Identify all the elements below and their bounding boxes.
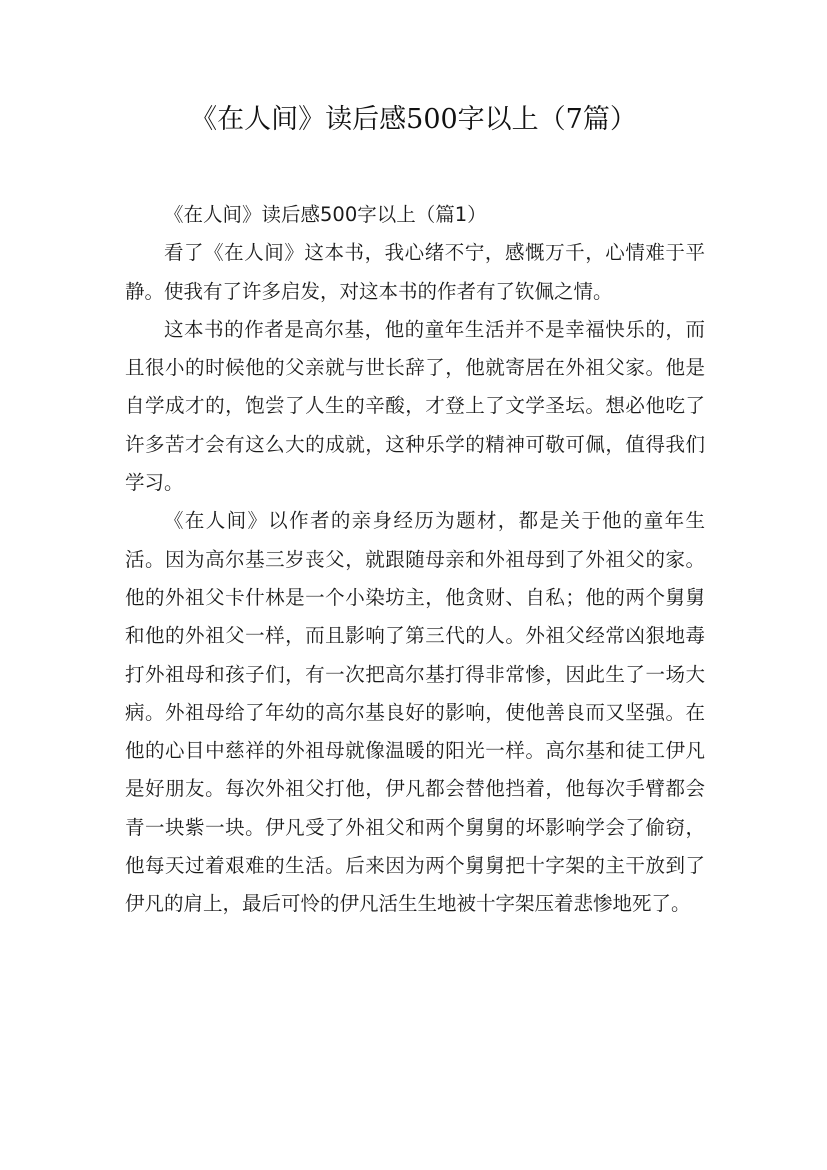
section-heading: 《在人间》读后感500字以上（篇1） [164,203,487,226]
paragraph: 看了《在人间》这本书，我心绪不宁，感慨万千，心情难于平静。使我有了许多启发，对这本书的作者有了钦佩之情。 [125,241,705,303]
document-body [125,196,705,924]
paragraph: 《在人间》以作者的亲身经历为题材，都是关于他的童年生活。因为高尔基三岁丧父，就跟随母亲和外祖母到了外祖父的家。他的外祖父卡什林是一个小染坊主，他贪财、自私；他的两个舅舅和他的外祖父一样，而且影响了第三代的人。外祖父经常凶狠地毒打外祖母和孩子们，有一次把高尔基打得非常惨，因此生了一场大病。外祖母给了年幼的高尔基良好的影响，使他善良而又坚强。在他的心目中慈祥的外祖母就像温暖的阳光一样。高尔基和徒工伊凡是好朋友。每次外祖父打他，伊凡都会替他挡着，他每次手臂都会青一块紫一块。伊凡受了外祖父和两个舅舅的坏影响学会了偷窃，他每天过着艰难的生活。后来因为两个舅舅把十字架的主干放到了伊凡的肩上，最后可怜的伊凡活生生地被十字架压着悲惨地死了。 [125,509,705,916]
document-title: 《在人间》读后感500字以上（7篇） [190,104,637,135]
paragraph: 这本书的作者是高尔基，他的童年生活并不是幸福快乐的，而且很小的时候他的父亲就与世长辞了，他就寄居在外祖父家。他是自学成才的，饱尝了人生的辛酸，才登上了文学圣坛。想必他吃了许多苦才会有这么大的成就，这种乐学的精神可敬可佩，值得我们学习。 [125,317,705,495]
